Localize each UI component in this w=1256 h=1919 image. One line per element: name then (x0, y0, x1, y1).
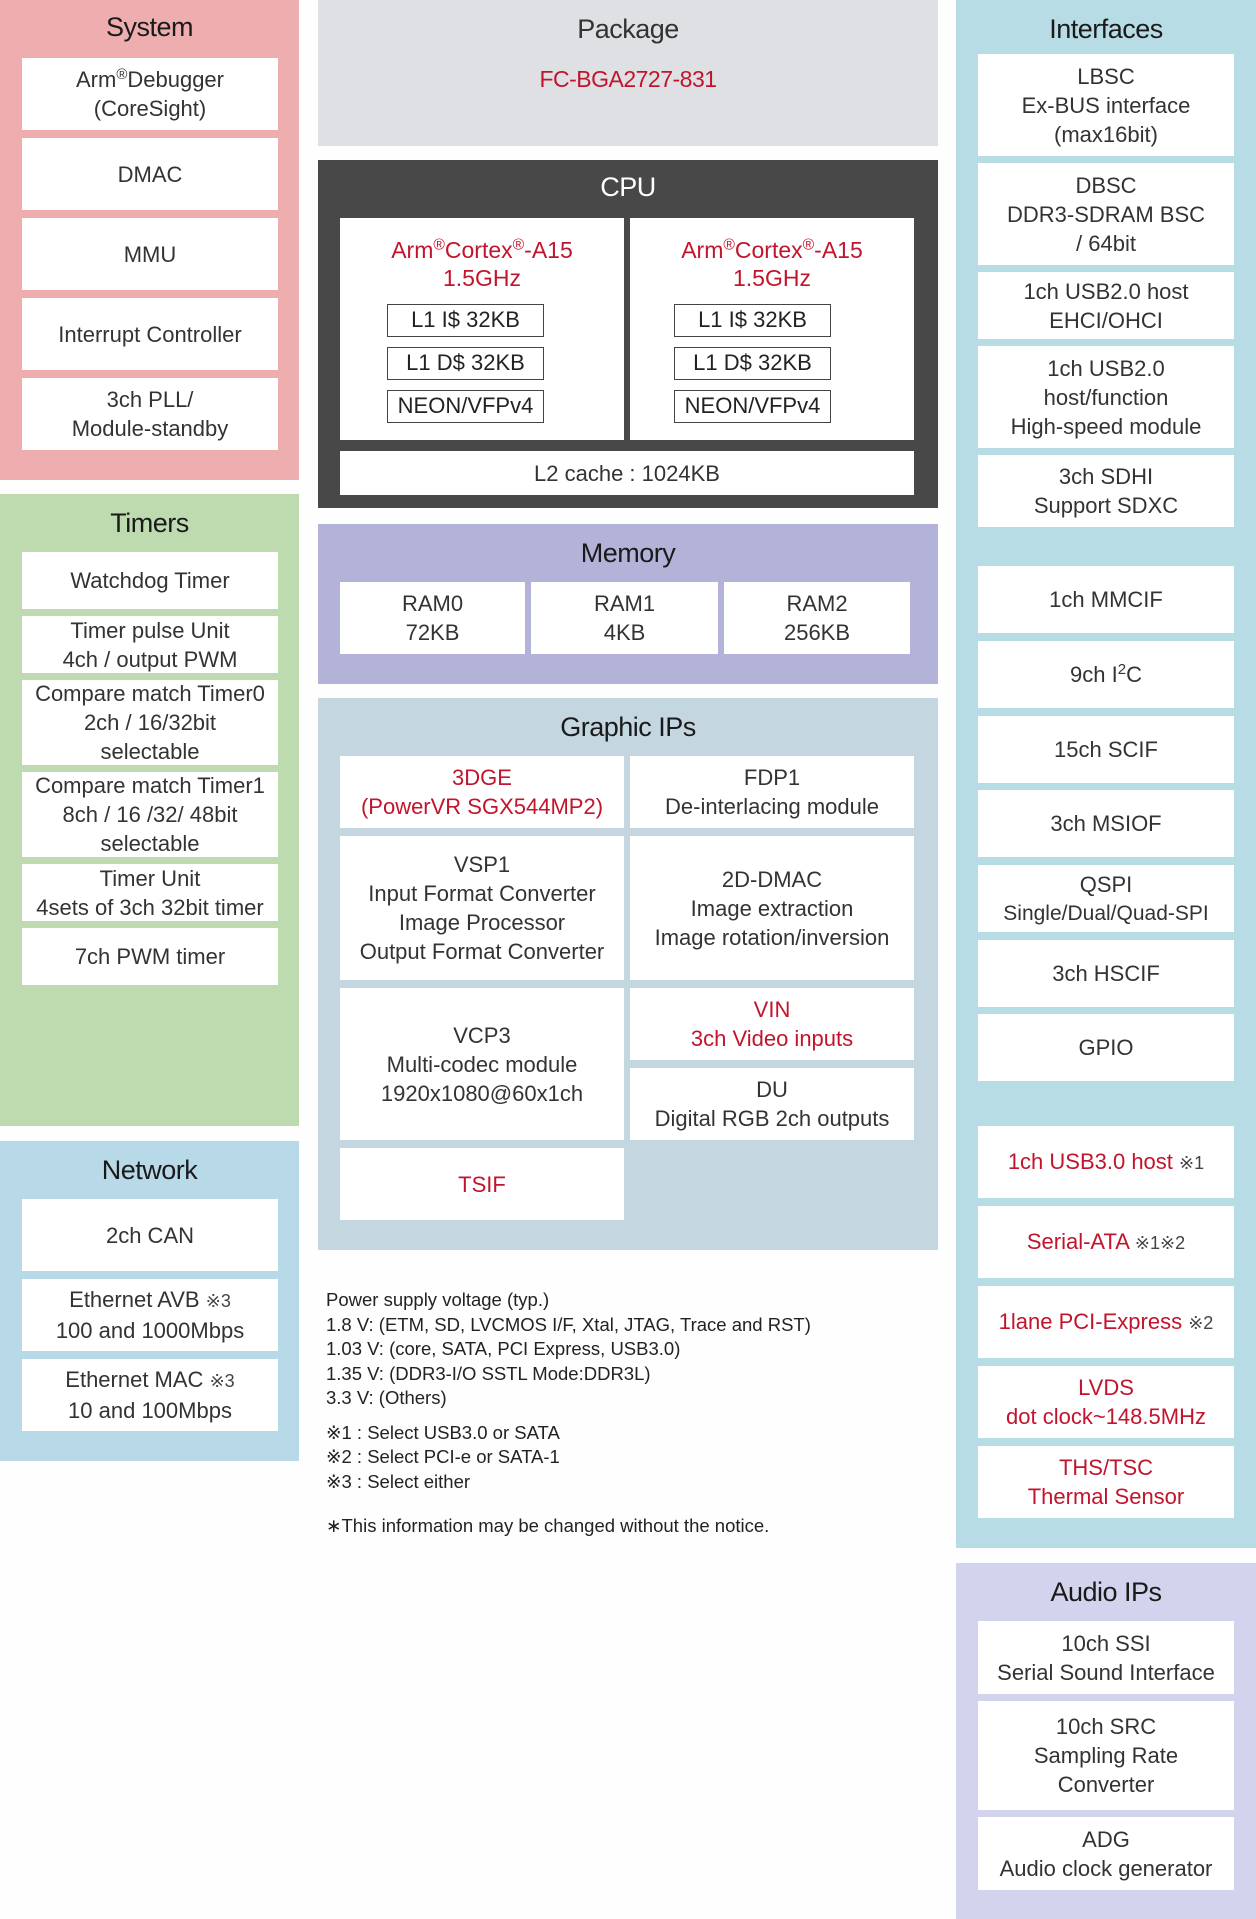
interfaces-title: Interfaces (1049, 14, 1163, 44)
block-ethernet-mac: Ethernet MAC ※3 10 and 100Mbps (22, 1359, 278, 1431)
block-hscif: 3ch HSCIF (978, 940, 1234, 1007)
l1-instruction-cache: L1 I$ 32KB (387, 304, 544, 337)
system-panel (0, 0, 299, 480)
block-timer-unit: Timer Unit 4sets of 3ch 32bit timer (22, 864, 278, 921)
neon-fpu: NEON/VFPv4 (387, 390, 544, 423)
network-title: Network (101, 1155, 198, 1185)
block-du: DU Digital RGB 2ch outputs (630, 1068, 914, 1140)
l1-data-cache: L1 D$ 32KB (674, 347, 831, 380)
system-title: System (105, 12, 194, 42)
disclaimer: ∗This information may be changed without the notice. (326, 1515, 770, 1536)
block-ram1: RAM1 4KB (531, 582, 718, 654)
block-mmcif: 1ch MMCIF (978, 566, 1234, 633)
graphics-title: Graphic IPs (560, 712, 696, 742)
memory-panel (318, 524, 938, 684)
block-pwm-timer: 7ch PWM timer (22, 928, 278, 985)
cpu-core-1 (340, 218, 624, 440)
cpu-core-2 (630, 218, 914, 440)
block-usb2-function: 1ch USB2.0 host/function High-speed module (978, 346, 1234, 448)
cpu-panel (318, 160, 938, 508)
package-panel (318, 0, 938, 146)
block-ram2: RAM2 256KB (724, 582, 910, 654)
block-2d-dmac: 2D-DMAC Image extraction Image rotation/inversion (630, 836, 914, 980)
block-thermal-sensor: THS/TSC Thermal Sensor (978, 1446, 1234, 1518)
block-ssi: 10ch SSI Serial Sound Interface (978, 1621, 1234, 1694)
block-dmac: DMAC (22, 138, 278, 210)
timers-title: Timers (110, 508, 189, 538)
cpu-title: CPU (600, 172, 656, 202)
block-gpio: GPIO (978, 1014, 1234, 1081)
power-line: 1.8 V: (ETM, SD, LVCMOS I/F, Xtal, JTAG, Trace and RST) (326, 1313, 811, 1335)
memory-title: Memory (580, 538, 676, 568)
block-tsif: TSIF (340, 1148, 624, 1220)
block-usb3-host: 1ch USB3.0 host ※1 (978, 1126, 1234, 1198)
block-msiof: 3ch MSIOF (978, 790, 1234, 857)
core-name: Arm®Cortex®-A15 (391, 236, 573, 263)
block-src: 10ch SRC Sampling Rate Converter (978, 1701, 1234, 1810)
block-mmu: MMU (22, 218, 278, 290)
core-frequency: 1.5GHz (733, 265, 811, 291)
power-line: 1.03 V: (core, SATA, PCI Express, USB3.0) (326, 1338, 681, 1359)
core-frequency: 1.5GHz (443, 265, 521, 291)
audio-panel (956, 1563, 1256, 1919)
block-serial-ata: Serial-ATA ※1※2 (978, 1206, 1234, 1278)
block-arm-debugger: Arm®Debugger (CoreSight) (22, 58, 278, 130)
l2-cache: L2 cache : 1024KB (340, 451, 914, 495)
block-qspi: QSPI Single/Dual/Quad-SPI (978, 865, 1234, 932)
block-adg: ADG Audio clock generator (978, 1817, 1234, 1890)
block-fdp1: FDP1 De-interlacing module (630, 756, 914, 828)
power-line: 1.35 V: (DDR3-I/O SSTL Mode:DDR3L) (326, 1362, 651, 1384)
block-ethernet-avb: Ethernet AVB ※3 100 and 1000Mbps (22, 1279, 278, 1351)
block-vcp3: VCP3 Multi-codec module 1920x1080@60x1ch (340, 988, 624, 1140)
network-panel (0, 1141, 299, 1461)
graphics-panel (318, 698, 938, 1250)
footnotes (326, 1288, 926, 1539)
block-usb2-host: 1ch USB2.0 host EHCI/OHCI (978, 272, 1234, 339)
block-dbsc: DBSC DDR3-SDRAM BSC / 64bit (978, 163, 1234, 265)
audio-title: Audio IPs (1050, 1577, 1162, 1607)
block-compare-match-timer1: Compare match Timer1 8ch / 16 /32/ 48bit selectable (22, 772, 278, 857)
block-ram0: RAM0 72KB (340, 582, 525, 654)
package-value: FC-BGA2727-831 (539, 66, 717, 92)
block-lbsc: LBSC Ex-BUS interface (max16bit) (978, 54, 1234, 156)
l1-instruction-cache: L1 I$ 32KB (674, 304, 831, 337)
interfaces-panel (956, 0, 1256, 1548)
block-lvds: LVDS dot clock~148.5MHz (978, 1366, 1234, 1438)
note-line: ※2 : Select PCI-e or SATA-1 (326, 1446, 560, 1467)
block-i2c: 9ch $I^2C$ (978, 641, 1234, 708)
l1-data-cache: L1 D$ 32KB (387, 347, 544, 380)
block-timer-pulse-unit: Timer pulse Unit 4ch / output PWM (22, 616, 278, 673)
package-title: Package (577, 14, 679, 44)
block-sdhi: 3ch SDHI Support SDXC (978, 455, 1234, 527)
note-line: ※3 : Select either (326, 1470, 471, 1492)
block-vin: VIN 3ch Video inputs (630, 988, 914, 1060)
block-pci-express: 1lane PCI-Express ※2 (978, 1286, 1234, 1358)
block-scif: 15ch SCIF (978, 716, 1234, 783)
block-watchdog-timer: Watchdog Timer (22, 552, 278, 609)
block-interrupt-controller: Interrupt Controller (22, 298, 278, 370)
timers-panel (0, 494, 299, 1126)
core-name: Arm®Cortex®-A15 (681, 236, 863, 263)
note-line: ※1 : Select USB3.0 or SATA (326, 1421, 560, 1443)
block-pll-standby: 3ch PLL/ Module-standby (22, 378, 278, 450)
power-line: 3.3 V: (Others) (326, 1387, 447, 1408)
block-compare-match-timer0: Compare match Timer0 2ch / 16/32bit selectable (22, 680, 278, 765)
block-can: 2ch CAN (22, 1199, 278, 1271)
neon-fpu: NEON/VFPv4 (674, 390, 831, 423)
power-supply-title: Power supply voltage (typ.) (326, 1289, 550, 1310)
block-3dge: 3DGE (PowerVR SGX544MP2) (340, 756, 624, 828)
block-vsp1: VSP1 Input Format Converter Image Processor Output Format Converter (340, 836, 624, 980)
